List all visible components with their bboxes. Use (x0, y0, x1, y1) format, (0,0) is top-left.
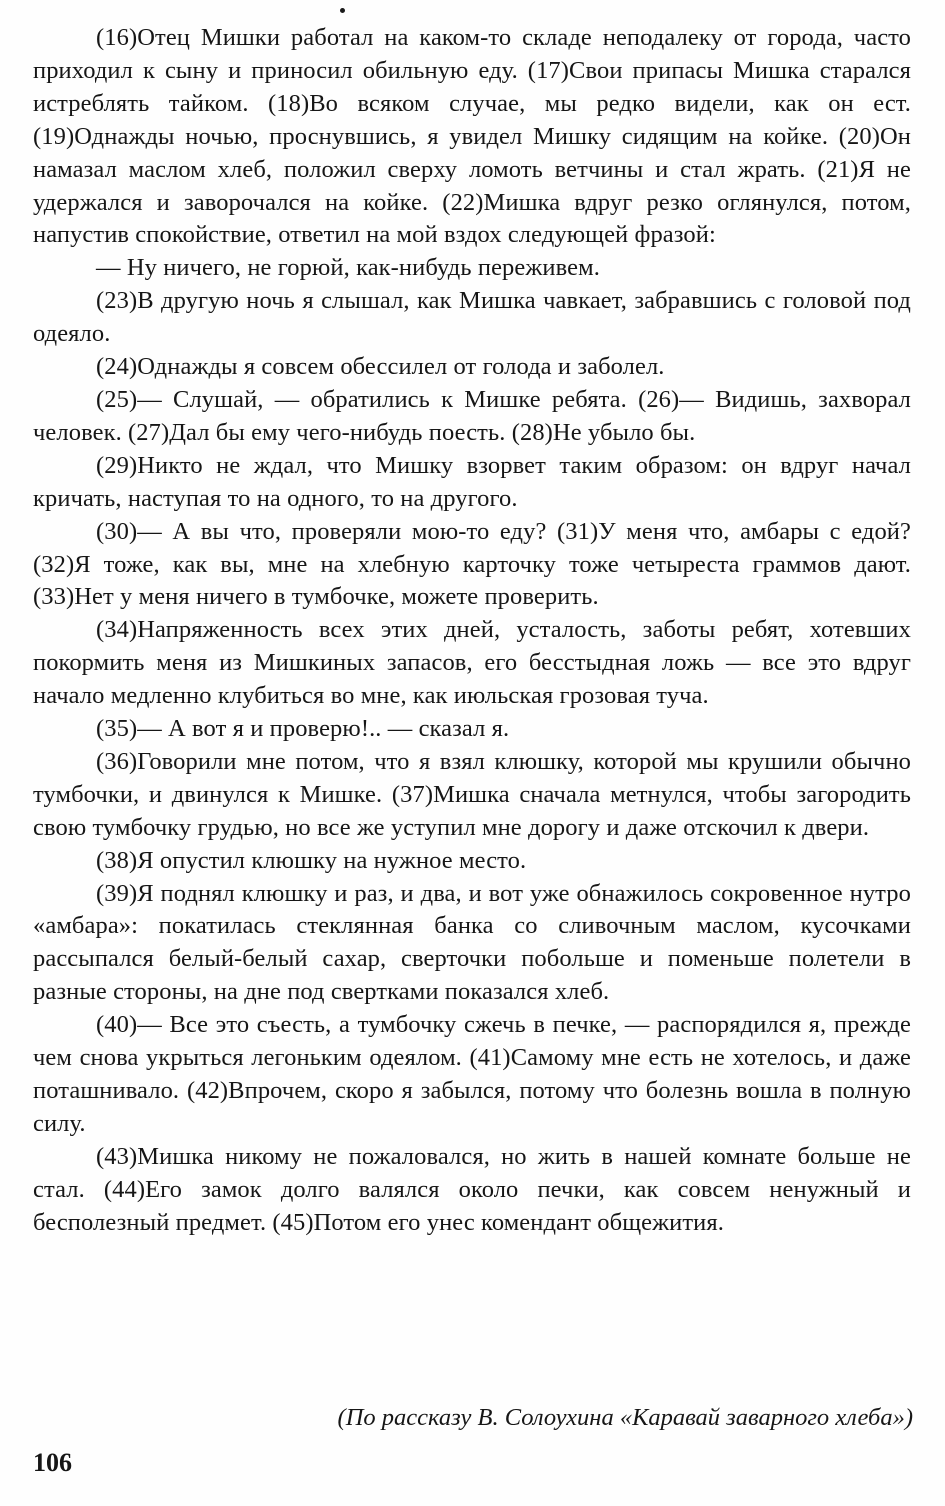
paragraph-24: (24)Однажды я совсем обессилел от голода и заболел. (96, 353, 665, 381)
story-text (33, 22, 911, 1240)
paragraph-38: (38)Я опустил клюшку на нужное место. (96, 846, 527, 874)
page-number: 106 (33, 1448, 72, 1477)
paragraph-29: (29)Никто не ждал, что Мишку взорвет таким образом: он вдруг начал кричать, наступая то на одного, то на другого. (33, 451, 911, 512)
paragraph-25: (25)— Слушай, — обратились к Мишке ребята. (26)— Видишь, захворал человек. (27)Дал бы ему чего-нибудь поесть. (28)Не убыло бы. (33, 385, 911, 446)
paragraph-43: (43)Мишка никому не пожаловался, но жить в нашей комнате больше не стал. (44)Его замок долго валялся около печки, как совсем ненужный и бесполезный предмет. (45)Потом его унес комендант общежития. (33, 1142, 911, 1236)
paragraph-23: (23)В другую ночь я слышал, как Мишка чавкает, забравшись с головой под одеяло. (33, 287, 911, 348)
paragraph-36: (36)Говорили мне потом, что я взял клюшку, которой мы крушили обычно тумбочки, и двинулся к Мишке. (37)Мишка сначала метнулся, чтобы загородить свою тумбочку грудью, но все же уступил мне дорогу и даже отскочил к двери. (33, 747, 911, 841)
paragraph-40: (40)— Все это съесть, а тумбочку сжечь в печке, — распорядился я, прежде чем снова укрыться легоньким одеялом. (41)Самому мне есть не хотелось, и даже поташнивало. (42)Впрочем, скоро я забылся, потому что болезнь вошла в полную силу. (33, 1011, 911, 1137)
source-citation: (По рассказу В. Солоухина «Каравай заварного хлеба») (337, 1404, 913, 1431)
paragraph-16: (16)Отец Мишки работал на каком-то складе неподалеку от города, часто приходил к сыну и приносил обильную еду. (17)Свои припасы Мишка старался истреблять тайком. (18)Во всяком случае, мы редко видели, как он ест. (19)Однажды ночью, проснувшись, я увидел Мишку сидящим на койке. (20)Он намазал маслом хлеб, положил сверху ломоть ветчины и стал жрать. (21)Я не удержался и заворочался на койке. (22)Мишка вдруг резко оглянулся, потом, напустив спокойствие, ответил на мой вздох следующей фразой: (33, 24, 911, 249)
paragraph-35: (35)— А вот я и проверю!.. — сказал я. (96, 715, 510, 743)
paragraph-34: (34)Напряженность всех этих дней, усталость, заботы ребят, хотевших покормить меня из Мишкиных запасов, его бесстыдная ложь — все это вдруг начало медленно клубиться во мне, как июльская грозовая туча. (33, 616, 911, 710)
paragraph-dialogue-1: — Ну ничего, не горюй, как-нибудь переживем. (96, 254, 600, 282)
paragraph-30: (30)— А вы что, проверяли мою-то еду? (31)У меня что, амбары с едой? (32)Я тоже, как вы, мне на хлебную карточку тоже четыреста граммов дают. (33)Нет у меня ничего в тумбочке, можете проверить. (33, 517, 911, 611)
paragraph-39: (39)Я поднял клюшку и раз, и два, и вот уже обнажилось сокровенное нутро «амбара»: покатилась стеклянная банка со сливочным маслом, кусочками рассыпался белый-белый сахар, сверточки побольше и поменьше полетели в разные стороны, на дне под свертками показался хлеб. (33, 879, 911, 1006)
print-speck (340, 8, 345, 13)
